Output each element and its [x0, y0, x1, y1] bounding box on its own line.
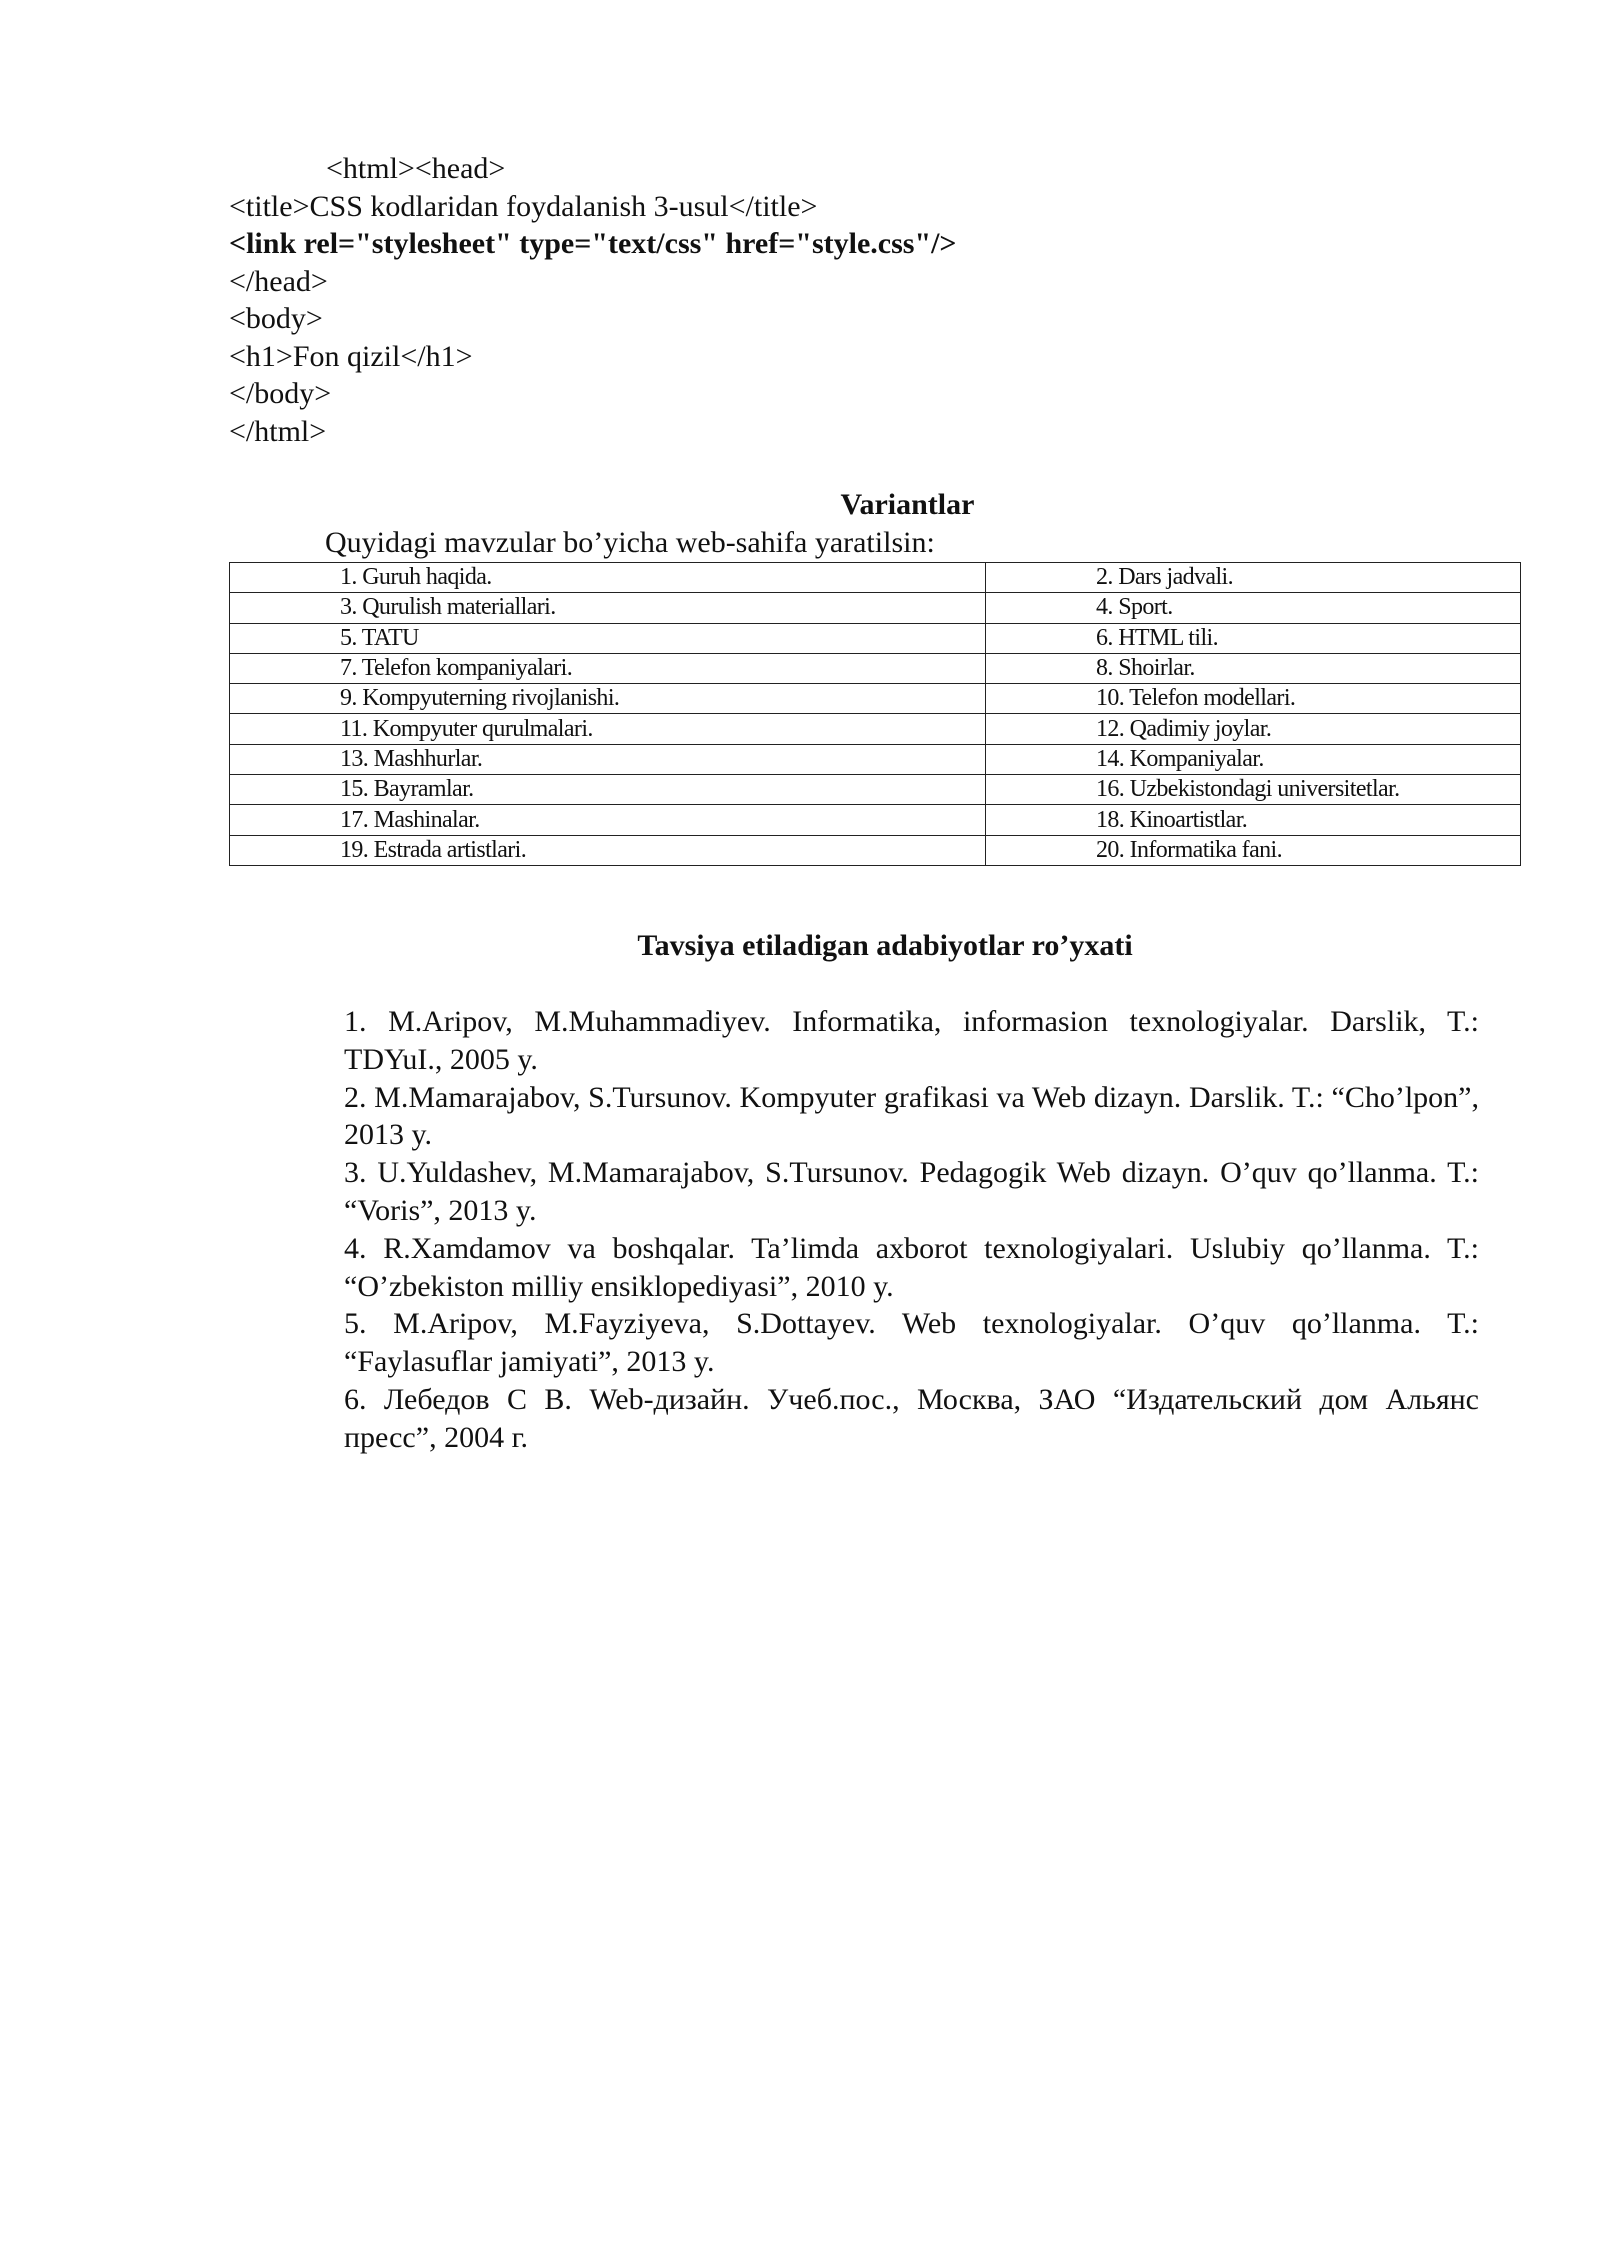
code-line: <body>	[229, 302, 323, 335]
table-cell: 1. Guruh haqida.	[230, 563, 986, 593]
table-cell: 17. Mashinalar.	[230, 805, 986, 835]
table-row	[230, 835, 1521, 865]
table-row	[230, 805, 1521, 835]
code-line: </body>	[229, 377, 332, 410]
table-row	[230, 623, 1521, 653]
table-row	[230, 653, 1521, 683]
table-cell: 14. Kompaniyalar.	[986, 744, 1521, 774]
table-row	[230, 744, 1521, 774]
table-row	[230, 563, 1521, 593]
code-line: <h1>Fon qizil</h1>	[229, 339, 473, 373]
code-line: <title>CSS kodlaridan foydalanish 3-usul</title>	[229, 189, 818, 223]
table-row	[230, 714, 1521, 744]
table-cell: 11. Kompyuter qurulmalari.	[230, 714, 986, 744]
table-cell: 7. Telefon kompaniyalari.	[230, 653, 986, 683]
table-cell: 5. TATU	[230, 623, 986, 653]
variants-table	[229, 562, 1521, 866]
code-line: </head>	[229, 264, 328, 298]
reference-item: 2. M.Mamarajabov, S.Tursunov. Kompyuter grafikasi va Web dizayn. Darslik. T.: “Cho’lpon”, 2013 y.	[344, 1080, 1479, 1152]
code-line: <link rel="stylesheet" type="text/css" href="style.css"/>	[229, 227, 957, 260]
table-cell: 20. Informatika fani.	[986, 835, 1521, 865]
references-heading: Tavsiya etiladigan adabiyotlar ro’yxati	[637, 929, 1133, 962]
reference-item: 3. U.Yuldashev, M.Mamarajabov, S.Tursunov. Pedagogik Web dizayn. O’quv qo’llanma. T.: “Voris”, 2013 y.	[344, 1156, 1479, 1227]
code-line: <html><head>	[326, 152, 506, 185]
table-cell: 9. Kompyuterning rivojlanishi.	[230, 684, 986, 714]
table-cell: 18. Kinoartistlar.	[986, 805, 1521, 835]
references-list	[344, 1003, 1479, 1457]
table-cell: 12. Qadimiy joylar.	[986, 714, 1521, 744]
html-code-listing	[229, 150, 957, 450]
table-cell: 6. HTML tili.	[986, 623, 1521, 653]
code-line: </html>	[229, 414, 327, 448]
table-cell: 2. Dars jadvali.	[986, 563, 1521, 593]
table-row	[230, 684, 1521, 714]
table-cell: 4. Sport.	[986, 593, 1521, 623]
table-cell: 13. Mashhurlar.	[230, 744, 986, 774]
variants-intro: Quyidagi mavzular bo’yicha web-sahifa yaratilsin:	[325, 526, 935, 559]
table-cell: 8. Shoirlar.	[986, 653, 1521, 683]
table-row	[230, 593, 1521, 623]
reference-item: 6. Лебедов С В. Web-дизайн. Учеб.пос., Москва, ЗАО “Издательский дом Альянс пресс”, 2004 г.	[344, 1382, 1479, 1454]
table-cell: 19. Estrada artistlari.	[230, 835, 986, 865]
variants-heading: Variantlar	[840, 488, 975, 521]
table-row	[230, 775, 1521, 805]
table-cell: 16. Uzbekistondagi universitetlar.	[986, 775, 1521, 805]
table-cell: 15. Bayramlar.	[230, 775, 986, 805]
reference-item: 5. M.Aripov, M.Fayziyeva, S.Dottayev. Web texnologiyalar. O’quv qo’llanma. T.: “Faylasuflar jamiyati”, 2013 y.	[344, 1307, 1479, 1379]
table-cell: 10. Telefon modellari.	[986, 684, 1521, 714]
reference-item: 1. M.Aripov, M.Muhammadiyev. Informatika, informasion texnologiyalar. Darslik, T.: TDYuI., 2005 y.	[344, 1005, 1479, 1076]
table-cell: 3. Qurulish materiallari.	[230, 593, 986, 623]
reference-item: 4. R.Xamdamov va boshqalar. Ta’limda axborot texnologiyalari. Uslubiy qo’llanma. T.: “O’zbekiston milliy ensiklopediyasi”, 2010 y.	[344, 1231, 1479, 1303]
